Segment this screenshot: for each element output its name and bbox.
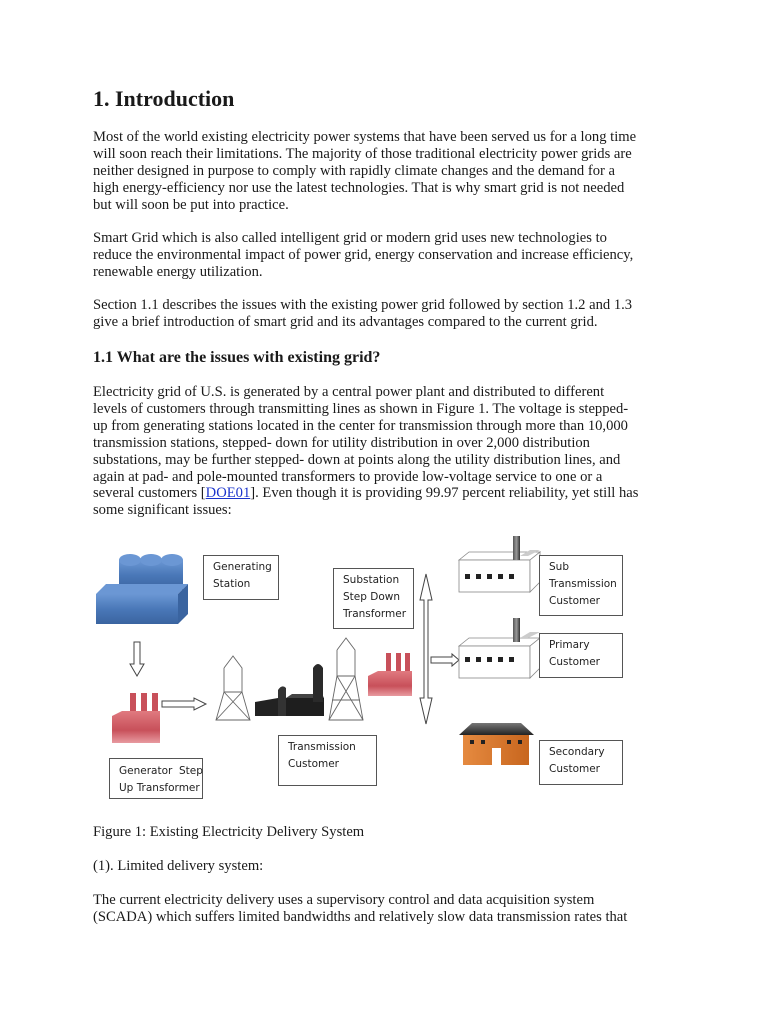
transmission-tower-icon: [216, 656, 250, 720]
primary-customer-building-icon: [459, 618, 540, 678]
label-line: Step Down: [343, 591, 400, 603]
text-line: will soon reach their limitations. The majority of those traditional electricity power grids are: [93, 145, 632, 162]
text-line: (SCADA) which suffers limited bandwidths and relatively slow data transmission rates that: [93, 908, 628, 925]
label-transmission-customer: [278, 735, 377, 786]
reference-link-doe01[interactable]: DOE01: [205, 485, 251, 502]
label-line: Station: [213, 578, 251, 590]
text-line: The current electricity delivery uses a supervisory control and data acquisition system: [93, 892, 595, 908]
figure-caption: Figure 1: Existing Electricity Delivery System: [93, 824, 365, 840]
text-line: Electricity grid of U.S. is generated by a central power plant and distributed to different: [93, 384, 605, 400]
text-line: some significant issues:: [93, 502, 232, 519]
label-primary-customer: [539, 633, 623, 678]
intro-paragraph-3: [93, 297, 683, 331]
vertical-double-arrow-icon: [420, 574, 432, 724]
label-substation: [333, 568, 414, 629]
text-line: up from generating stations located in the center for transmission through more than 10,000: [93, 417, 628, 434]
label-line: Customer: [549, 595, 601, 607]
house-icon: [459, 723, 534, 765]
text-line: Smart Grid which is also called intelligent grid or modern grid uses new technologies to: [93, 230, 607, 246]
label-line: Sub: [549, 561, 569, 573]
figure-1-diagram: [0, 530, 768, 820]
text-line: give a brief introduction of smart grid and its advantages compared to the current grid.: [93, 313, 598, 330]
right-arrow-icon: [162, 698, 206, 710]
transmission-customer-icon: [255, 664, 324, 716]
label-line: Secondary: [549, 746, 605, 758]
label-generator-step-up: [109, 758, 203, 799]
subsection-heading: 1.1 What are the issues with existing grid?: [93, 349, 381, 366]
label-line: Customer: [549, 763, 601, 775]
label-line: Up Transformer: [119, 782, 200, 794]
text-line: substations, may be further stepped- down at points along the utility distribution lines, and: [93, 451, 621, 468]
label-generating-station: [203, 555, 279, 600]
intro-paragraph-1: [93, 129, 683, 214]
section-paragraph: [93, 384, 683, 519]
section-heading: 1. Introduction: [93, 86, 235, 111]
right-arrow-icon: [431, 654, 459, 666]
sub-transmission-building-icon: [459, 536, 540, 592]
text-line: high energy-efficiency nor use the latest technologies. That is why smart grid is not needed: [93, 179, 625, 196]
label-line: Customer: [549, 656, 601, 668]
text-line: neither designed in purpose to comply with rapidly climate changes and the demand for a: [93, 162, 615, 179]
text-line: ]. Even though it is providing 99.97 percent reliability, yet still has: [250, 485, 639, 502]
substation-transformer-icon: [368, 653, 412, 696]
text-line: transmission stations, stepped- down for utility distribution in over 2,000 distribution: [93, 434, 590, 451]
text-line: but will soon be put into practice.: [93, 196, 289, 213]
text-line: renewable energy utilization.: [93, 263, 263, 280]
text-line: Most of the world existing electricity power systems that have been served us for a long time: [93, 129, 637, 145]
down-arrow-icon: [130, 642, 144, 676]
label-sub-transmission-customer: [539, 555, 623, 616]
text-line: again at pad- and pole-mounted transformers to provide low-voltage service to one or a: [93, 468, 603, 485]
label-line: Transmission: [549, 578, 617, 590]
list-item-limited-delivery: (1). Limited delivery system:: [93, 858, 264, 874]
closing-paragraph: [93, 892, 683, 926]
label-line: Transmission: [288, 741, 356, 753]
step-up-transformer-icon: [112, 693, 160, 743]
generating-station-icon: [96, 554, 188, 624]
text-line: levels of customers through transmitting lines as shown in Figure 1. The voltage is stepped-: [93, 400, 629, 417]
transmission-tower-icon: [329, 638, 363, 720]
text-line: reduce the environmental impact of power grid, energy conservation and increase efficiency,: [93, 246, 634, 263]
label-line: Transformer: [343, 608, 407, 620]
label-line: Primary: [549, 639, 590, 651]
label-secondary-customer: [539, 740, 623, 785]
label-line: Substation: [343, 574, 400, 586]
label-line: Generator Step: [119, 765, 203, 777]
label-line: Customer: [288, 758, 340, 770]
text-line: Section 1.1 describes the issues with the existing power grid followed by section 1.2 and 1.3: [93, 297, 633, 313]
label-line: Generating: [213, 561, 272, 573]
text-line: several customers [: [93, 485, 206, 502]
intro-paragraph-2: [93, 230, 683, 281]
